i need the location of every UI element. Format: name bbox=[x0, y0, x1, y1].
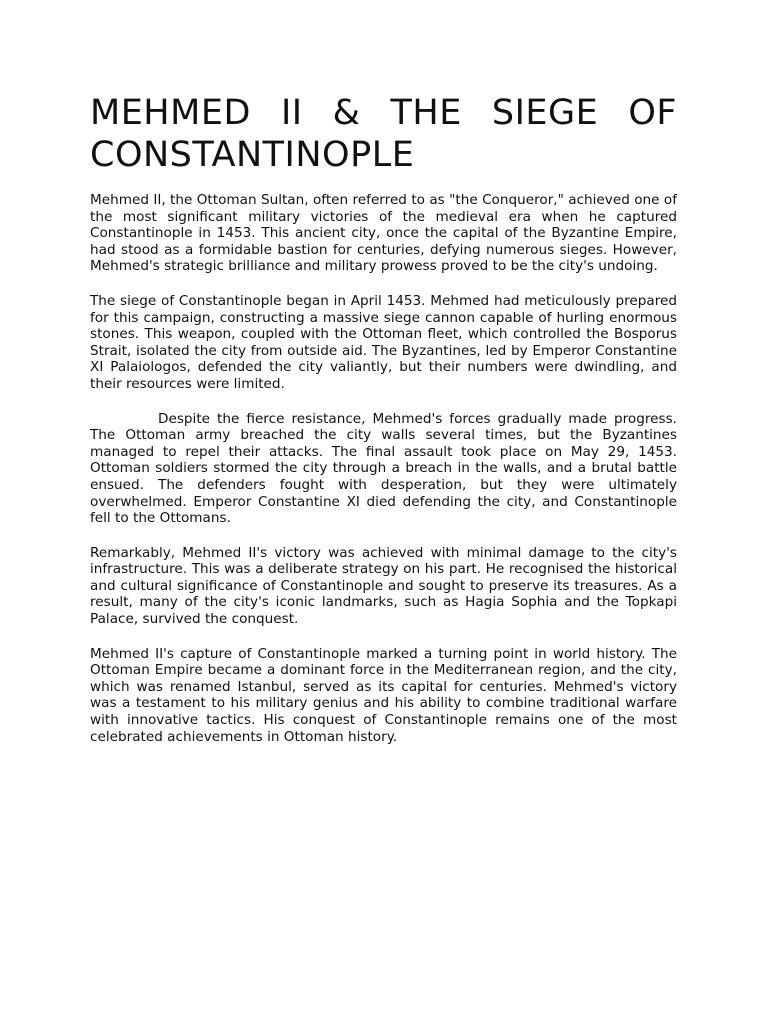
paragraph-5: Mehmed II's capture of Constantinople marked a turning point in world history. The Ottoman Empire became a dominant force in the Mediterranean region, and the city, which was renamed Istanbul, served as its capital for centuries. Mehmed's victory was a testament to his military genius and his ability to combine traditional warfare with innovative tactics. His conquest of Constantinople remains one of the most celebrated achievements in Ottoman history. bbox=[90, 645, 677, 745]
paragraph-1: Mehmed II, the Ottoman Sultan, often referred to as "the Conqueror," achieved one of the most significant military victories of the medieval era when he captured Constantinople in 1453. This ancient city, once the capital of the Byzantine Empire, had stood as a formidable bastion for centuries, defying numerous sieges. However, Mehmed's strategic brilliance and military prowess proved to be the city's undoing. bbox=[90, 192, 677, 275]
paragraph-2: The siege of Constantinople began in April 1453. Mehmed had meticulously prepared for this campaign, constructing a massive siege cannon capable of hurling enormous stones. This weapon, coupled with the Ottoman fleet, which controlled the Bosporus Strait, isolated the city from outside aid. The Byzantines, led by Emperor Constantine XI Palaiologos, defended the city valiantly, but their numbers were dwindling, and their resources were limited. bbox=[90, 292, 677, 392]
document-title: MEHMED II & THE SIEGE OF CONSTANTINOPLE bbox=[90, 93, 677, 175]
document-page bbox=[90, 92, 677, 763]
paragraph-3: Despite the fierce resistance, Mehmed's forces gradually made progress. The Ottoman army breached the city walls several times, but the Byzantines managed to repel their attacks. The final assault took place on May 29, 1453. Ottoman soldiers stormed the city through a breach in the walls, and a brutal battle ensued. The defenders fought with desperation, but they were ultimately overwhelmed. Emperor Constantine XI died defending the city, and Constantinople fell to the Ottomans. bbox=[90, 410, 677, 527]
paragraph-4: Remarkably, Mehmed II's victory was achieved with minimal damage to the city's infrastructure. This was a deliberate strategy on his part. He recognised the historical and cultural significance of Constantinople and sought to preserve its treasures. As a result, many of the city's iconic landmarks, such as Hagia Sophia and the Topkapi Palace, survived the conquest. bbox=[90, 544, 677, 628]
